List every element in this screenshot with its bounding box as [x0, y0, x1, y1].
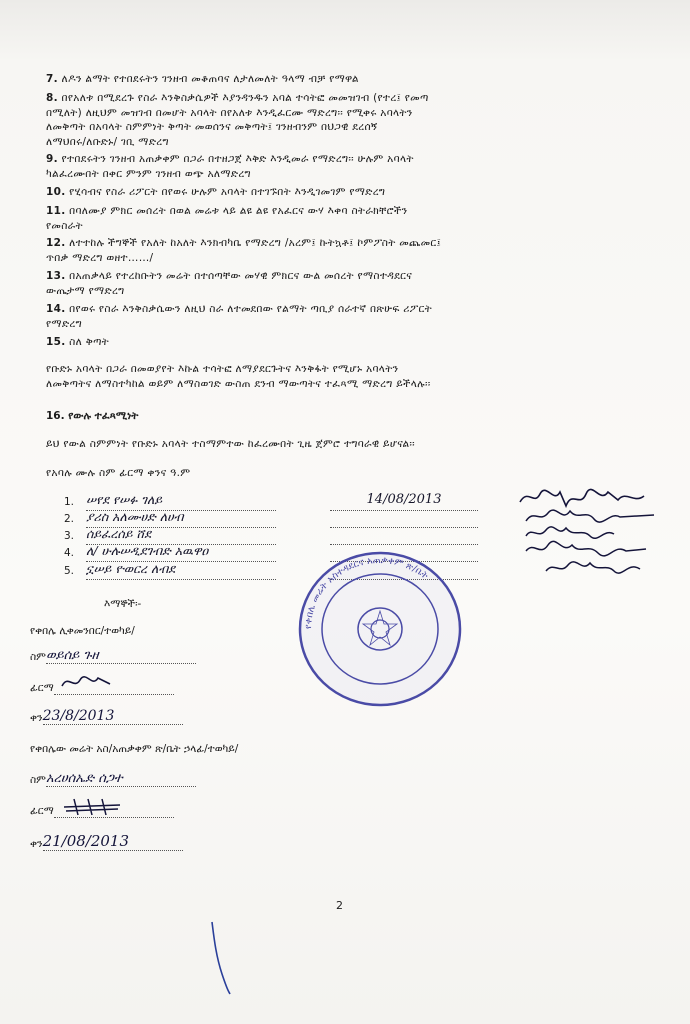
penalty-paragraph: የቡድኑ አባላት በጋራ በመወያየት እኩል ተሳትፎ ለማያደርጉትና እንቅፋት የሚሆኑ አባላትን ለመቅጣትና ለማስተካከል ወይም ለማስወገድ ውስጠ ደንብ ማውጣትና ተፈጻሚ ማድረግ ይችላሉ፡፡	[46, 363, 431, 390]
section-16-text: ይህ የውል ስምምነት የቡድኑ አባላት ተስማምተው ከፈረሙበት ጊዜ ጀምሮ ተግባራዊ ይሆናል፡፡	[46, 438, 415, 450]
receiver1-date-field: ቀን23/8/2013	[30, 708, 183, 725]
receiver2-date-field: ቀን21/08/2013	[30, 832, 183, 851]
clause-14: 14. በየወሩ የስራ እንቅስቃሴውን ለዚህ ስራ ለተመደበው የልማት ጣቢያ ሰራተኛ በጽሁፍ ሪፖርት የማድረግ	[46, 303, 433, 330]
receiver1-name-field: ስምወይሰይ ጉዘ	[30, 648, 196, 664]
document-page: 7. ለዶን ልማት የተበደሩትን ገንዘብ መቆጠባና ለታለመለት ዓላማ ብቻ የማዋል 8. በየአለቱ በሚደረጉ የስራ እንቅስቃሴዎች እያንዳንዱን አባል ተሳትፎ መመዝገብ (የተረ፤ የመጣ በሚለት) ለዚህም መዝገብ በመሆት አባላት በየአለቱ እንዲፈርሙ ማድረግ፡፡ የሚቀሩ አባላትን ለመቅጣት በአባላት ስምምነት ቅጣት መወሰንና መቅጣት፤ ገንዘብንም በህጋዊ ደረሰኝ ለማህበሩ/ለቡድኑ/ ገቢ ማድረግ 9. የተበደሩትን ገንዘብ አጠቃቀም በጋራ በተዘጋጀ እቅድ እንዲመራ የማድረግ፡፡ ሁሉም አባላት ካልፈረሙበት በቀር ምንም ገንዘብ ወጭ አለማድረግ 10. የሂሳብና የስራ ሪፖርት በየወሩ ሁሉም አባላት በተገኙበት እንዲገመገም የማድረግ 11. በባለሙያ ምክር መሰረት በወል መሬቱ ላይ ልዩ ልዩ የአፈርና ውሃ እቀባ ስትራክቸሮችን የመስራት 12. ለተተከሉ ችግኞች የአለት ከአለት እንክብካቤ የማድረግ /አረም፤ ኩትኳቶ፤ ኮምፖስት መጨመር፤ ጥበቃ ማድረግ ወዘተ……/ 13. በአጠቃላይ የተረከቡትን መሬት በተሰጣቸው መሃዊ ምክርና ውል መሰረት የማስተዳደርና ውጤታማ የማድረግ 14. በየወሩ የስራ እንቅስቃሴውን ለዚህ ስራ ለተመደበው የልማት ጣቢያ ሰራተኛ በጽሁፍ ሪፖርት የማድረግ 15. ስለ ቅጣት የቡድኑ አባላት በጋራ በመወያየት እኩል ተሳትፎ ለማያደርጉትና እንቅፋት የሚሆኑ አባላትን ለመቅጣትና ለማስተካከል ወይም ለማስወገድ ውስጠ ደንብ ማውጣትና ተፈጻሚ ማድረግ ይችላሉ፡፡ 16. የውሉ ተፈጻሚነት ይህ የውል ስምምነት የቡድኑ አባላት ተስማምተው ከፈረሙበት ጊዜ ጀምሮ ተግባራዊ ይሆናል፡፡ የአባሉ ሙሉ ስም ፊርማ ቀንና ዓ.ም 1. ሠየደ የሠፉ ገለይ 14/08/2013 2. ያሪስ አለሙሀድ ለሀብ 3. ሰይፈረሰይ ሸደ 4. ለ/ ሁሉሠዲደገብድ አዉዋዐ 5. ኗሠይ ዮወርረ ለብደ እማኞች፡- የቀበሌ ሊቀመንበር/ተወካይ/ ስምወይሰይ ጉዘ ፊርማ ቀን23/8/2013 የቀበሌው መሬት አስ/አጠቃቀም ጽ/ቤት ኃላፊ/ተወካይ/ ስምአረሀሰኤድ ሰጋተ ፊርማ ቀን21/08/2013 የቀበሌ መሬት አስተዳደርና አጠቃቀም ጽ/ቤት 2	[0, 0, 690, 1024]
receiver2-name: አረሀሰኤድ ሰጋተ	[46, 771, 196, 787]
member-date: 14/08/2013	[330, 492, 478, 511]
receiver2-signature	[60, 797, 130, 817]
clause-10: 10. የሂሳብና የስራ ሪፖርት በየወሩ ሁሉም አባላት በተገኙበት እንዲገመገም የማድረግ	[46, 186, 386, 198]
member-signature	[468, 555, 658, 581]
clause-7: 7. ለዶን ልማት የተበደሩትን ገንዘብ መቆጠባና ለታለመለት ዓላማ ብቻ የማዋል	[46, 73, 359, 85]
pen-stroke-mark	[200, 918, 240, 998]
clause-13: 13. በአጠቃላይ የተረከቡትን መሬት በተሰጣቸው መሃዊ ምክርና ውል መሰረት የማስተዳደርና ውጤታማ የማድረግ	[46, 270, 413, 297]
receiver2-title: የቀበሌው መሬት አስ/አጠቃቀም ጽ/ቤት ኃላፊ/ተወካይ/	[30, 743, 239, 755]
stamp-text: የቀበሌ መሬት አስተዳደርና አጠቃቀም ጽ/ቤት	[302, 554, 431, 630]
receiver1-signature	[58, 672, 118, 692]
member-name: ያሪስ አለሙሀድ ለሀብ	[86, 509, 276, 528]
receiver2-signature-field: ፊርማ	[30, 803, 174, 818]
witnesses-label: እማኞች፡-	[104, 598, 142, 610]
receiver1-title: የቀበሌ ሊቀመንበር/ተወካይ/	[30, 625, 135, 637]
receiver2-date: 21/08/2013	[43, 832, 183, 851]
official-stamp	[296, 549, 464, 709]
member-name: ሠየደ የሠፉ ገለይ	[86, 492, 276, 511]
clause-8: 8. በየአለቱ በሚደረጉ የስራ እንቅስቃሴዎች እያንዳንዱን አባል ተሳትፎ መመዝገብ (የተረ፤ የመጣ በሚለት) ለዚህም መዝገብ በመሆት አባላት በየአለቱ እንዲፈርሙ ማድረግ፡፡ የሚቀሩ አባላትን ለመቅጣት በአባላት ስምምነት ቅጣት መወሰንና መቅጣት፤ ገንዘብንም በህጋዊ ደረሰኝ ለማህበሩ/ለቡድኑ/ ገቢ ማድረግ	[46, 92, 429, 148]
receiver2-name-field: ስምአረሀሰኤድ ሰጋተ	[30, 771, 196, 787]
clause-11: 11. በባለሙያ ምክር መሰረት በወል መሬቱ ላይ ልዩ ልዩ የአፈርና ውሃ እቀባ ስትራክቸሮችን የመስራት	[46, 205, 408, 232]
member-name: ለ/ ሁሉሠዲደገብድ አዉዋዐ	[86, 543, 276, 562]
receiver1-signature-field: ፊርማ	[30, 680, 174, 695]
receiver1-date: 23/8/2013	[43, 708, 183, 725]
member-name: ሰይፈረሰይ ሸደ	[86, 526, 276, 545]
section-16-heading: 16. የውሉ ተፈጻሚነት	[46, 410, 139, 422]
clause-12: 12. ለተተከሉ ችግኞች የአለት ከአለት እንክብካቤ የማድረግ /አረም፤ ኩትኳቶ፤ ኮምፖስት መጨመር፤ ጥበቃ ማድረግ ወዘተ……/	[46, 237, 442, 264]
receiver1-name: ወይሰይ ጉዘ	[46, 648, 196, 664]
member-name: ኗሠይ ዮወርረ ለብደ	[86, 561, 276, 580]
clause-9: 9. የተበደሩትን ገንዘብ አጠቃቀም በጋራ በተዘጋጀ እቅድ እንዲመራ የማድረግ፡፡ ሁሉም አባላት ካልፈረሙበት በቀር ምንም ገንዘብ ወጭ አለማድረግ	[46, 153, 414, 180]
members-header: የአባሉ ሙሉ ስም ፊርማ ቀንና ዓ.ም	[46, 467, 191, 479]
page-number: 2	[336, 899, 343, 912]
clause-15: 15. ስለ ቅጣት	[46, 336, 110, 348]
